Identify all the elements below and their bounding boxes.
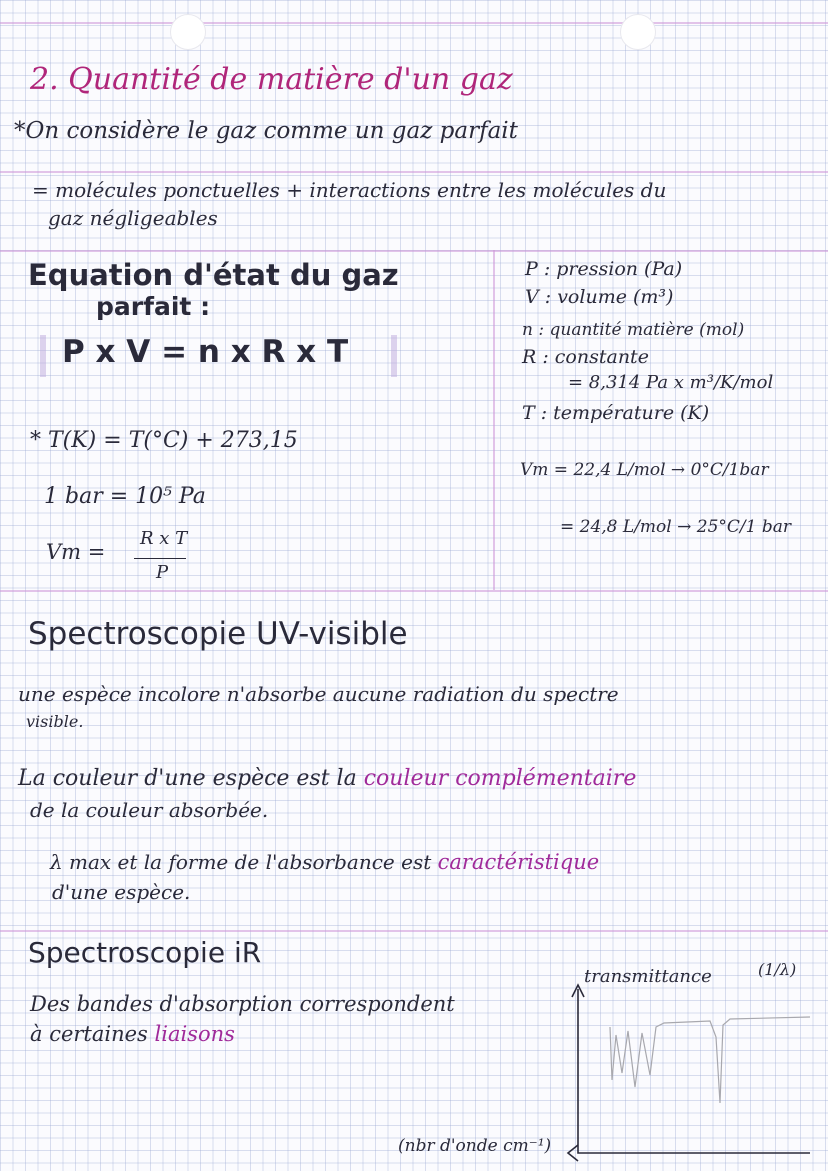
lambda-line2: d'une espèce. — [52, 880, 191, 904]
divider-4 — [0, 930, 828, 932]
uv-line1: une espèce incolore n'absorbe aucune radiation du spectre — [18, 682, 619, 706]
transmittance-unit: (1/λ) — [758, 960, 797, 979]
characteristic-highlight: caractéristique — [437, 850, 600, 874]
ir-line1: Des bandes d'absorption correspondent — [30, 992, 455, 1016]
column-divider — [493, 250, 495, 590]
legend-constant: R : constante — [522, 346, 649, 368]
vm-label: Vm = — [46, 540, 106, 564]
lambda-line1-text: λ max et la forme de l'absorbance est — [50, 850, 438, 874]
ir-line2-text: à certaines — [30, 1022, 155, 1046]
legend-pressure: P : pression (Pa) — [525, 258, 683, 280]
color-line1-text: La couleur d'une espèce est la — [18, 766, 364, 791]
color-line1 — [18, 766, 636, 791]
ir-line2 — [30, 1022, 235, 1046]
vm-fraction-bar — [134, 558, 186, 559]
legend-temperature: T : température (K) — [522, 402, 710, 424]
definition-line2: gaz négligeables — [48, 206, 218, 230]
kelvin-formula-text: * T(K) = T(°C) + 273,15 — [30, 428, 298, 453]
transmittance-label: transmittance — [584, 966, 712, 987]
gas-intro: *On considère le gaz comme un gaz parfait — [14, 118, 518, 144]
divider-1 — [0, 171, 828, 173]
vm-numerator: R x T — [140, 528, 188, 549]
binder-hole-right — [620, 14, 656, 50]
color-line2: de la couleur absorbée. — [30, 798, 269, 822]
ir-title: Spectroscopie iR — [28, 936, 262, 969]
vm-denominator: P — [156, 562, 169, 583]
wavenumber-label: (nbr d'onde cm⁻¹) — [398, 1136, 552, 1156]
bonds-highlight: liaisons — [154, 1022, 235, 1046]
divider-3 — [0, 590, 828, 592]
definition-line1: = molécules ponctuelles + interactions entre les molécules du — [32, 178, 667, 202]
vm-value2: = 24,8 L/mol → 25°C/1 bar — [560, 517, 791, 537]
ir-trace — [610, 1017, 810, 1103]
lambda-line1 — [50, 850, 599, 874]
uv-line2: visible. — [26, 712, 84, 731]
ir-x-arrow — [568, 1145, 578, 1161]
legend-constant-value: = 8,314 Pa x m³/K/mol — [568, 372, 774, 393]
legend-quantity: n : quantité matière (mol) — [522, 320, 745, 340]
vm-value1: Vm = 22,4 L/mol → 0°C/1bar — [520, 460, 769, 480]
bar-formula: 1 bar = 10⁵ Pa — [44, 484, 206, 509]
legend-volume: V : volume (m³) — [525, 286, 674, 308]
binder-hole-left — [170, 14, 206, 50]
equation-title-line1: Equation d'état du gaz — [28, 258, 399, 292]
divider-top — [0, 22, 828, 24]
ideal-gas-equation: P x V = n x R x T — [62, 334, 349, 370]
uv-title: Spectroscopie UV-visible — [28, 616, 408, 652]
divider-2 — [0, 250, 828, 252]
equation-title-line2: parfait : — [96, 292, 211, 321]
ir-spectrum-sketch — [560, 975, 825, 1165]
section-title: 2. Quantité de matière d'un gaz — [30, 62, 513, 97]
kelvin-formula — [30, 428, 298, 453]
complementary-color-highlight: couleur complémentaire — [363, 766, 637, 791]
